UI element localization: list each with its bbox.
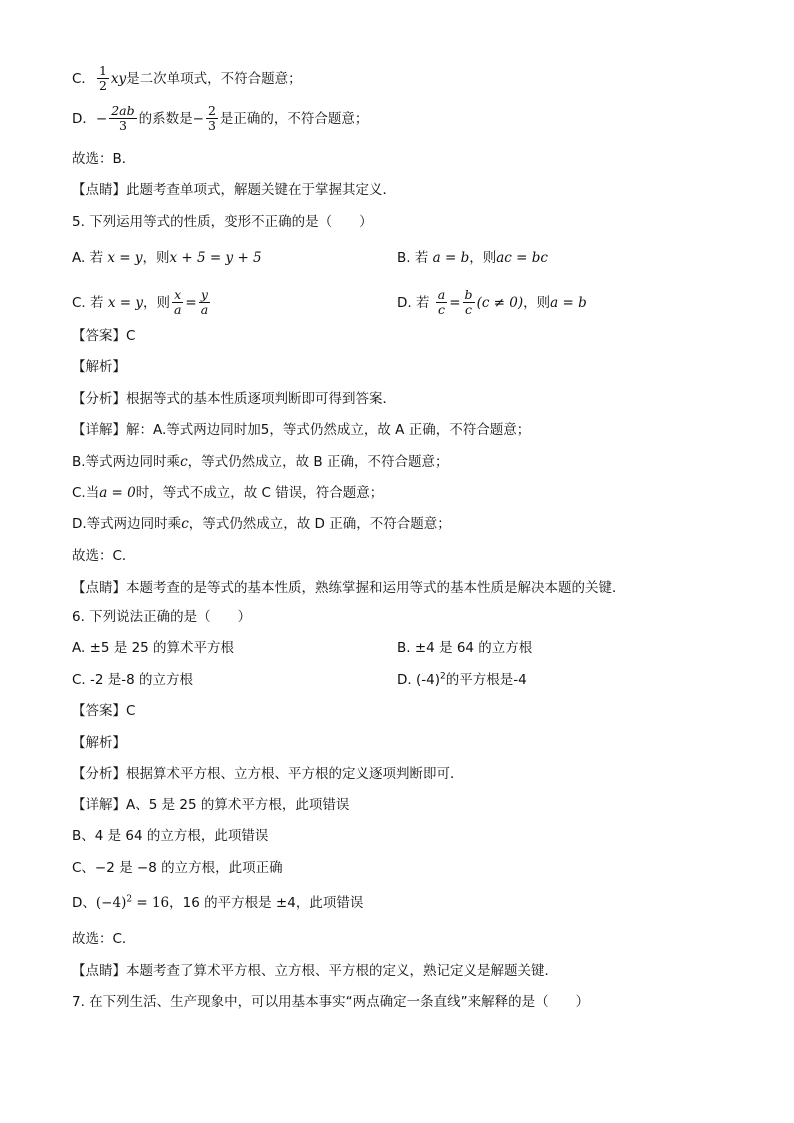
q5-option-a: A. 若 x = y，则x + 5 = y + 5 — [72, 250, 262, 266]
q6-option-d: D. $(-4)^2$的平方根是-4 — [397, 671, 527, 688]
q6-detail-2: B、4 是 64 的立方根，此项错误 — [72, 828, 269, 844]
q5-detail-3: C.当a = 0时，等式不成立，故 C 错误，符合题意； — [72, 485, 384, 501]
q5-comment: 【点睛】本题考查的是等式的基本性质，熟练掌握和运用等式的基本性质是解决本题的关键． — [72, 580, 626, 596]
q6-answer: 【答案】C — [72, 703, 136, 719]
q5-option-d: D. 若 $\frac{a}{c}$ = $\frac{b}{c}$ (c ≠ 0)，则a = b — [397, 287, 587, 318]
q6-option-c: C. -2 是-8 的立方根 — [72, 672, 194, 688]
q5-choice: 故选：C． — [72, 548, 136, 564]
q5-detail-2: B.等式两边同时乘c，等式仍然成立，故 B 正确，不符合题意； — [72, 454, 449, 470]
q6-option-b: B. ±4 是 64 的立方根 — [397, 640, 533, 656]
q5-option-b: B. 若 a = b，则ac = bc — [397, 250, 548, 266]
prev-comment: 【点睛】此题考查单项式，解题关键在于掌握其定义． — [72, 182, 396, 198]
q5-stem: 5. 下列运用等式的性质，变形不正确的是（ ） — [72, 214, 373, 230]
q6-detail-3: C、−2 是 −8 的立方根，此项正确 — [72, 860, 283, 876]
q6-comment: 【点睛】本题考查了算术平方根、立方根、平方根的定义，熟记定义是解题关键． — [72, 963, 558, 979]
q6-stem: 6. 下列说法正确的是（ ） — [72, 609, 252, 625]
q6-analysis-head: 【解析】 — [72, 735, 126, 751]
q6-detail-1: 【详解】A、5 是 25 的算术平方根，此项错误 — [72, 797, 350, 813]
q6-fenxi: 【分析】根据算术平方根、立方根、平方根的定义逐项判断即可． — [72, 766, 464, 782]
q5-analysis-head: 【解析】 — [72, 359, 126, 375]
prev-option-d: D．− $\frac{2ab}{3}$ 的系数是− $\frac{2}{3}$ 是正确的，不符合题意； — [72, 103, 369, 134]
q5-detail-1: 【详解】解：A.等式两边同时加5，等式仍然成立，故 A 正确，不符合题意； — [72, 422, 531, 438]
q5-detail-4: D.等式两边同时乘c，等式仍然成立，故 D 正确，不符合题意； — [72, 516, 451, 532]
q6-option-a: A. ±5 是 25 的算术平方根 — [72, 640, 235, 656]
prev-choice: 故选：B． — [72, 151, 136, 167]
q5-option-c: C. 若 x = y，则 $\frac{x}{a}$ = $\frac{y}{a}$ — [72, 287, 209, 318]
q7-stem: 7. 在下列生活、生产现象中，可以用基本事实“两点确定一条直线”来解释的是（ ） — [72, 994, 590, 1010]
q6-detail-4: D、$(-4)^2 = 16$，16 的平方根是 ±4，此项错误 — [72, 894, 364, 911]
q5-answer: 【答案】C — [72, 328, 136, 344]
q5-fenxi: 【分析】根据等式的基本性质逐项判断即可得到答案． — [72, 391, 396, 407]
prev-option-c: C． $\frac{1}{2}$ xy是二次单项式，不符合题意； — [72, 63, 302, 94]
q6-choice: 故选：C． — [72, 931, 136, 947]
